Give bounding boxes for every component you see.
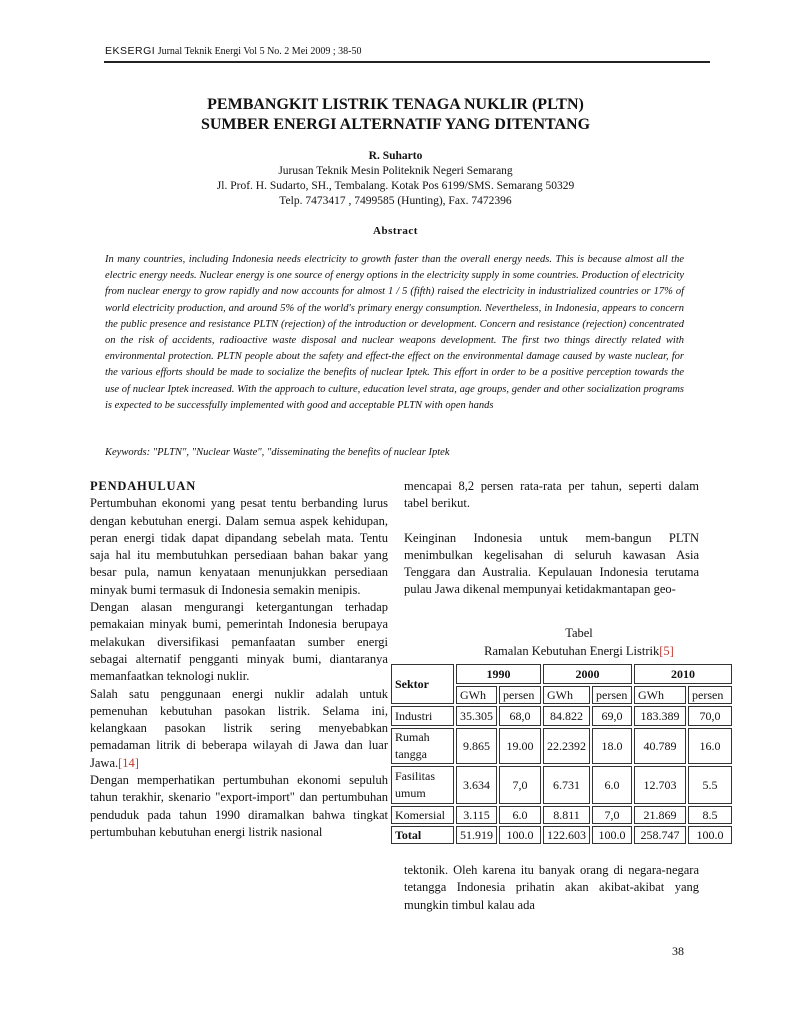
table-cell: 100.0 [688, 826, 732, 844]
table-cell: 22.2392 [543, 728, 590, 764]
table-caption-title [390, 642, 768, 660]
table-cell: 19.00 [499, 728, 541, 764]
table-cell: 183.389 [634, 706, 686, 726]
citation-5[interactable]: [5] [659, 644, 674, 658]
table-cell: 3.115 [456, 806, 497, 824]
header-sektor: Sektor [391, 664, 454, 704]
table-cell: 69,0 [592, 706, 632, 726]
energy-forecast-table-wrap [389, 662, 734, 846]
journal-citation: Jurnal Teknik Energi Vol 5 No. 2 Mei 2009 ; 38-50 [157, 46, 362, 57]
subheader-gwh: GWh [456, 686, 497, 704]
table-cell: 51.919 [456, 826, 497, 844]
table-cell: 18.0 [592, 728, 632, 764]
right-paragraph-1: mencapai 8,2 persen rata-rata per tahun, seperti dalam tabel berikut. [404, 479, 699, 511]
table-cell: 21.869 [634, 806, 686, 824]
section-heading-pendahuluan: PENDAHULUAN [90, 479, 197, 493]
header-year-2010: 2010 [634, 664, 732, 684]
header-year-2000: 2000 [543, 664, 632, 684]
table-cell: 84.822 [543, 706, 590, 726]
table-cell: 35.305 [456, 706, 497, 726]
abstract-heading: Abstract [373, 225, 418, 237]
paper-title-line-1: PEMBANGKIT LISTRIK TENAGA NUKLIR (PLTN) [207, 96, 584, 113]
table-caption-label: Tabel [565, 626, 593, 640]
author-name: R. Suharto [368, 150, 423, 162]
table-cell: 8.811 [543, 806, 590, 824]
table-cell: 68,0 [499, 706, 541, 726]
right-paragraph-3: tektonik. Oleh karena itu banyak orang di negara-negara tetangga Indonesia prihatin akan akibat-akibat yang mungkin timbul kalau ada [404, 863, 699, 912]
page-number: 38 [672, 944, 684, 958]
table-row [391, 766, 732, 804]
table-cell: 16.0 [688, 728, 732, 764]
table-cell: 7,0 [499, 766, 541, 804]
table-row [391, 728, 732, 764]
table-cell: 5.5 [688, 766, 732, 804]
subheader-persen: persen [499, 686, 541, 704]
table-cell: 40.789 [634, 728, 686, 764]
table-cell: 9.865 [456, 728, 497, 764]
table-cell: 12.703 [634, 766, 686, 804]
author-address: Jl. Prof. H. Sudarto, SH., Tembalang. Kotak Pos 6199/SMS. Semarang 50329 [216, 180, 575, 192]
paragraph-1: Pertumbuhan ekonomi yang pesat tentu berbanding lurus dengan kebutuhan energi. Dalam semua aspek kehidupan, peran energi tidak dapat dipandang sebelah mata. Tentu saja hal itu membutuhkan persediaan bahan bakar yang besar pula, namun kenyataan menunjukkan persediaan minyak bumi termasuk di Indonesia semakin menipis. [90, 496, 388, 597]
abstract-text: In many countries, including Indonesia needs electricity to growth faster than the overall energy needs. This is because almost all the electric energy needs. Nuclear energy is one source of energy options in the electricity supply in some countries. Production of electricity from nuclear energy to grow rapidly and now accounts for almost 1 / 5 (fifth) raised the electricity in industrialized countries or 17% of world electricity production, and around 5% of the world's primary energy consumption. Nevertheless, in Indonesia, appears to concern the public presence and resistance PLTN (rejection) of the introduction or development. Concern and resistance (rejection) concentrated on the risk of accidents, radioactive waste disposal and nuclear weapons development. The first two things directly related with environmental protection. PLTN people about the safety and effect-the effect on the environmental damage caused by waste nuclear, for the various efforts should be made to socialize the benefits of nuclear Iptek. This effort in order to be a positive perception towards the use of nuclear Iptek increased. With the approach to culture, education level strata, age groups, gender and other socialization programs is expected to be successfully implemented with good and acceptable PLTN with open hands [105, 254, 684, 411]
paragraph-2: Dengan alasan mengurangi ketergantungan terhadap pemakaian minyak bumi, pemerintah Indonesia berupaya melakukan diversifikasi pemanfaatan sumber energi sebagai alternatif pengganti minyak bumi, diantaranya memanfaatkan teknologi nuklir. [90, 600, 388, 684]
table-row [391, 706, 732, 726]
paragraph-3 [90, 686, 388, 772]
author-affiliation: Jurusan Teknik Mesin Politeknik Negeri Semarang [278, 165, 513, 177]
subheader-gwh: GWh [543, 686, 590, 704]
subheader-gwh: GWh [634, 686, 686, 704]
paragraph-3-text: Salah satu penggunaan energi nuklir adalah untuk pemenuhan kebutuhan pasokan listrik. Selama ini, kelangkaan pasokan listrik sering menyebabkan pemadaman litrik di beberapa wilayah di Jawa dan luar Jawa. [90, 686, 388, 770]
keywords: Keywords: "PLTN", "Nuclear Waste", "disseminating the benefits of nuclear Iptek [105, 447, 450, 458]
table-caption-text: Ramalan Kebutuhan Energi Listrik [484, 644, 660, 658]
table-row [391, 806, 732, 824]
header-year-1990: 1990 [456, 664, 541, 684]
table-cell: 7,0 [592, 806, 632, 824]
row-label: Fasilitas umum [391, 766, 454, 804]
table-cell: 122.603 [543, 826, 590, 844]
table-cell: 3.634 [456, 766, 497, 804]
row-label: Industri [391, 706, 454, 726]
table-cell: 100.0 [499, 826, 541, 844]
table-caption [390, 624, 768, 660]
table-cell: 100.0 [592, 826, 632, 844]
row-label: Komersial [391, 806, 454, 824]
subheader-persen: persen [688, 686, 732, 704]
energy-forecast-table [389, 662, 734, 846]
running-header [105, 45, 362, 57]
table-cell: 258.747 [634, 826, 686, 844]
right-column-top [404, 478, 699, 599]
right-column-bottom [404, 862, 699, 914]
table-cell: 6.0 [499, 806, 541, 824]
right-paragraph-2: Keinginan Indonesia untuk mem-bangun PLTN menimbulkan kegelisahan di seluruh kawasan Asia Tenggara dan Australia. Kepulauan Indonesia terutama pulau Jawa dikenal mempunyai ketidakmantapan geo- [404, 530, 699, 597]
table-cell: 70,0 [688, 706, 732, 726]
header-rule [104, 61, 710, 63]
table-row-total [391, 826, 732, 844]
table-cell: 6.0 [592, 766, 632, 804]
abstract-body [105, 252, 684, 414]
author-phone: Telp. 7473417 , 7499585 (Hunting), Fax. 7472396 [279, 195, 512, 207]
paper-title-line-2: SUMBER ENERGI ALTERNATIF YANG DITENTANG [200, 116, 591, 133]
row-label: Rumah tangga [391, 728, 454, 764]
subheader-persen: persen [592, 686, 632, 704]
left-column [90, 478, 388, 841]
table-cell: 8.5 [688, 806, 732, 824]
citation-14[interactable]: [14] [118, 755, 139, 770]
row-label: Total [391, 826, 454, 844]
journal-short-name: EKSERGI [105, 45, 156, 57]
table-cell: 6.731 [543, 766, 590, 804]
paragraph-4: Dengan memperhatikan pertumbuhan ekonomi sepuluh tahun terakhir, skenario "export-import" dan pertumbuhan penduduk pada tahun 1990 diramalkan bahwa tingkat pertumbuhan kebutuhan energi listrik nasional [90, 773, 388, 839]
